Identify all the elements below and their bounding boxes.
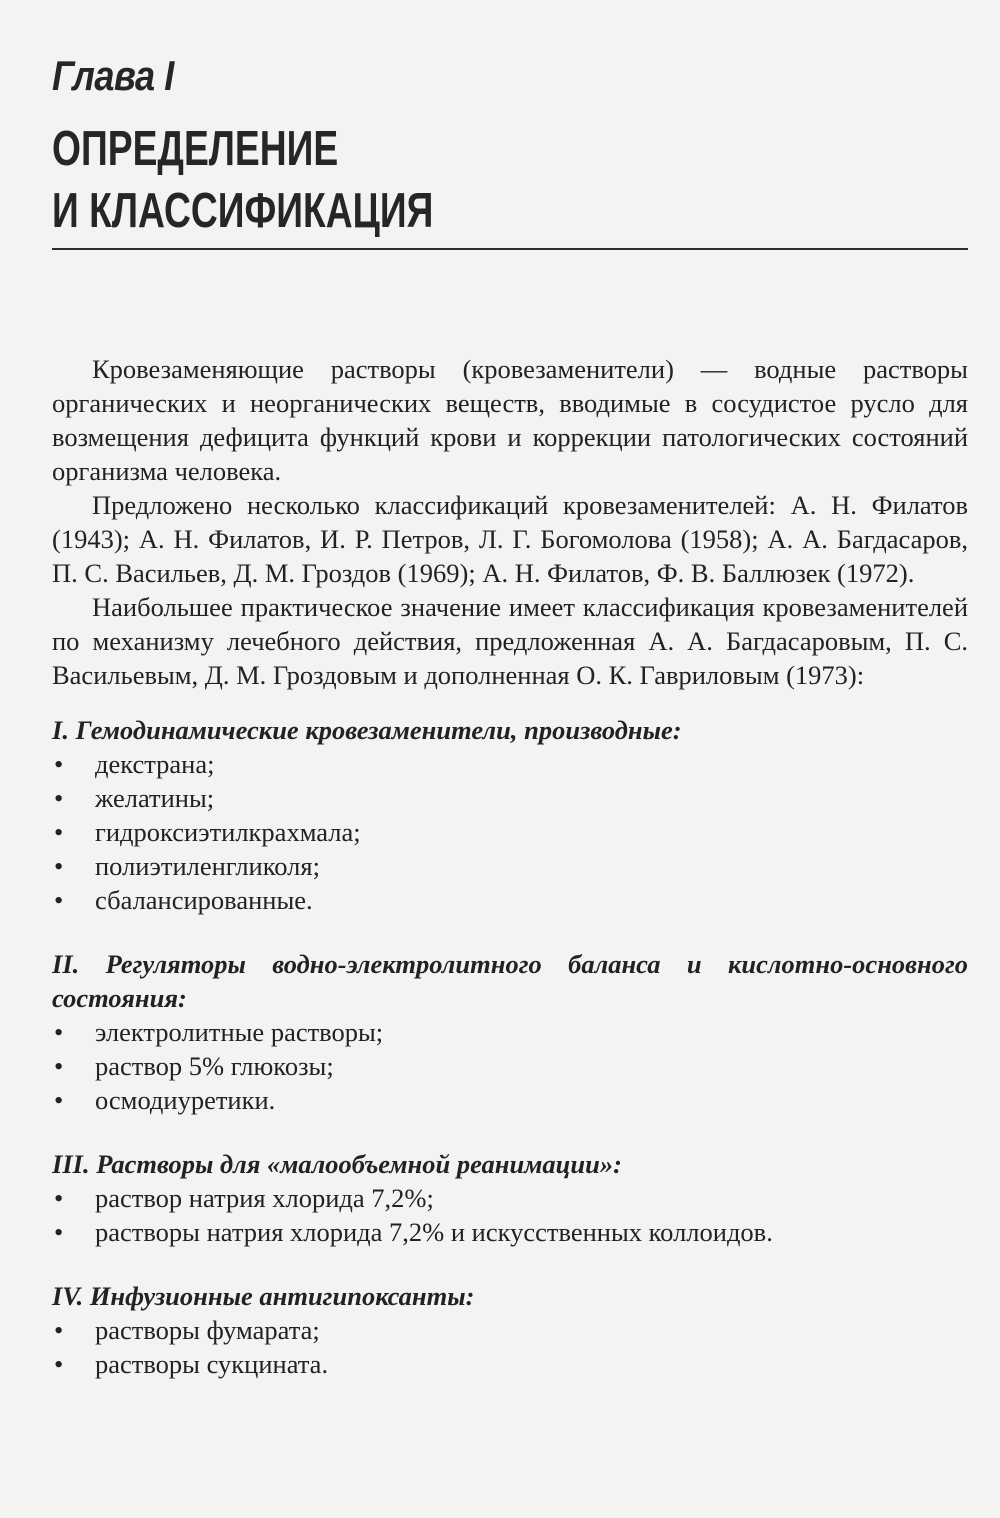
list-item-text: желатины; [95, 783, 215, 813]
list-item-text: декстрана; [95, 749, 215, 779]
list-item [52, 849, 968, 883]
list-item [52, 1181, 968, 1215]
list-item [52, 1215, 968, 1249]
list-item-text: раствор 5% глюкозы; [95, 1051, 334, 1081]
list-item-text: раствор натрия хлорида 7,2%; [95, 1183, 434, 1213]
list-item-text: электролитные растворы; [95, 1017, 384, 1047]
bullet-icon: • [54, 817, 64, 847]
bullet-list [52, 1181, 968, 1249]
bullet-icon: • [54, 1183, 64, 1213]
bullet-icon: • [54, 1315, 64, 1345]
section-heading: III. Растворы для «малообъемной реанимации»: [52, 1149, 622, 1179]
chapter-title-line-2: И КЛАССИФИКАЦИЯ [52, 184, 434, 238]
list-item-text: растворы фумарата; [95, 1315, 320, 1345]
list-item [52, 781, 968, 815]
bullet-icon: • [54, 1349, 64, 1379]
list-item-text: сбалансированные. [95, 885, 313, 915]
list-item [52, 1049, 968, 1083]
bullet-list [52, 1313, 968, 1381]
bullet-icon: • [54, 1085, 64, 1115]
classification-section-4 [52, 1279, 968, 1381]
list-item [52, 815, 968, 849]
list-item-text: осмодиуретики. [95, 1085, 276, 1115]
bullet-icon: • [54, 885, 64, 915]
bullet-icon: • [54, 749, 64, 779]
section-heading: I. Гемодинамические кровезаменители, производные: [52, 715, 682, 745]
list-item [52, 1015, 968, 1049]
bullet-list [52, 1015, 968, 1117]
bullet-icon: • [54, 1017, 64, 1047]
header-divider [52, 248, 968, 250]
section-heading: II. Регуляторы водно-электролитного баланса и кислотно-основного состояния: [52, 949, 968, 1013]
paragraph: Кровезаменяющие растворы (кровезаменители) — водные растворы органических и неорганических веществ, вводимые в сосудистое русло для возмещения дефицита функций крови и коррекции патологических состояний организма человека. [52, 354, 968, 486]
list-item [52, 883, 968, 917]
list-item [52, 747, 968, 781]
bullet-icon: • [54, 1217, 64, 1247]
bullet-icon: • [54, 783, 64, 813]
chapter-title [52, 118, 433, 242]
list-item-text: растворы натрия хлорида 7,2% и искусственных коллоидов. [95, 1217, 773, 1247]
list-item [52, 1347, 968, 1381]
chapter-title-line-1: ОПРЕДЕЛЕНИЕ [52, 122, 339, 176]
chapter-label: Глава I [52, 52, 174, 99]
classification-section-2 [52, 947, 968, 1117]
section-heading: IV. Инфузионные антигипоксанты: [52, 1281, 475, 1311]
classification-section-1 [52, 713, 968, 917]
list-item-text: растворы сукцината. [95, 1349, 329, 1379]
list-item [52, 1083, 968, 1117]
list-item-text: полиэтиленгликоля; [95, 851, 320, 881]
paragraph: Наибольшее практическое значение имеет классификация кровезаменителей по механизму лечебного действия, предложенная А. А. Багдасаровым, П. С. Васильевым, Д. М. Гроздовым и дополненная О. К. Гавриловым (1973): [52, 592, 968, 690]
bullet-list [52, 747, 968, 917]
paragraph: Предложено несколько классификаций кровезаменителей: А. Н. Филатов (1943); А. Н. Филатов, И. Р. Петров, Л. Г. Богомолова (1958); А. А. Багдасаров, П. С. Васильев, Д. М. Гроздов (1969); А. Н. Филатов, Ф. В. Баллюзек (1972). [52, 490, 968, 588]
list-item-text: гидроксиэтилкрахмала; [95, 817, 361, 847]
classification-section-3 [52, 1147, 968, 1249]
bullet-icon: • [54, 851, 64, 881]
chapter-body [52, 352, 968, 1381]
list-item [52, 1313, 968, 1347]
bullet-icon: • [54, 1051, 64, 1081]
